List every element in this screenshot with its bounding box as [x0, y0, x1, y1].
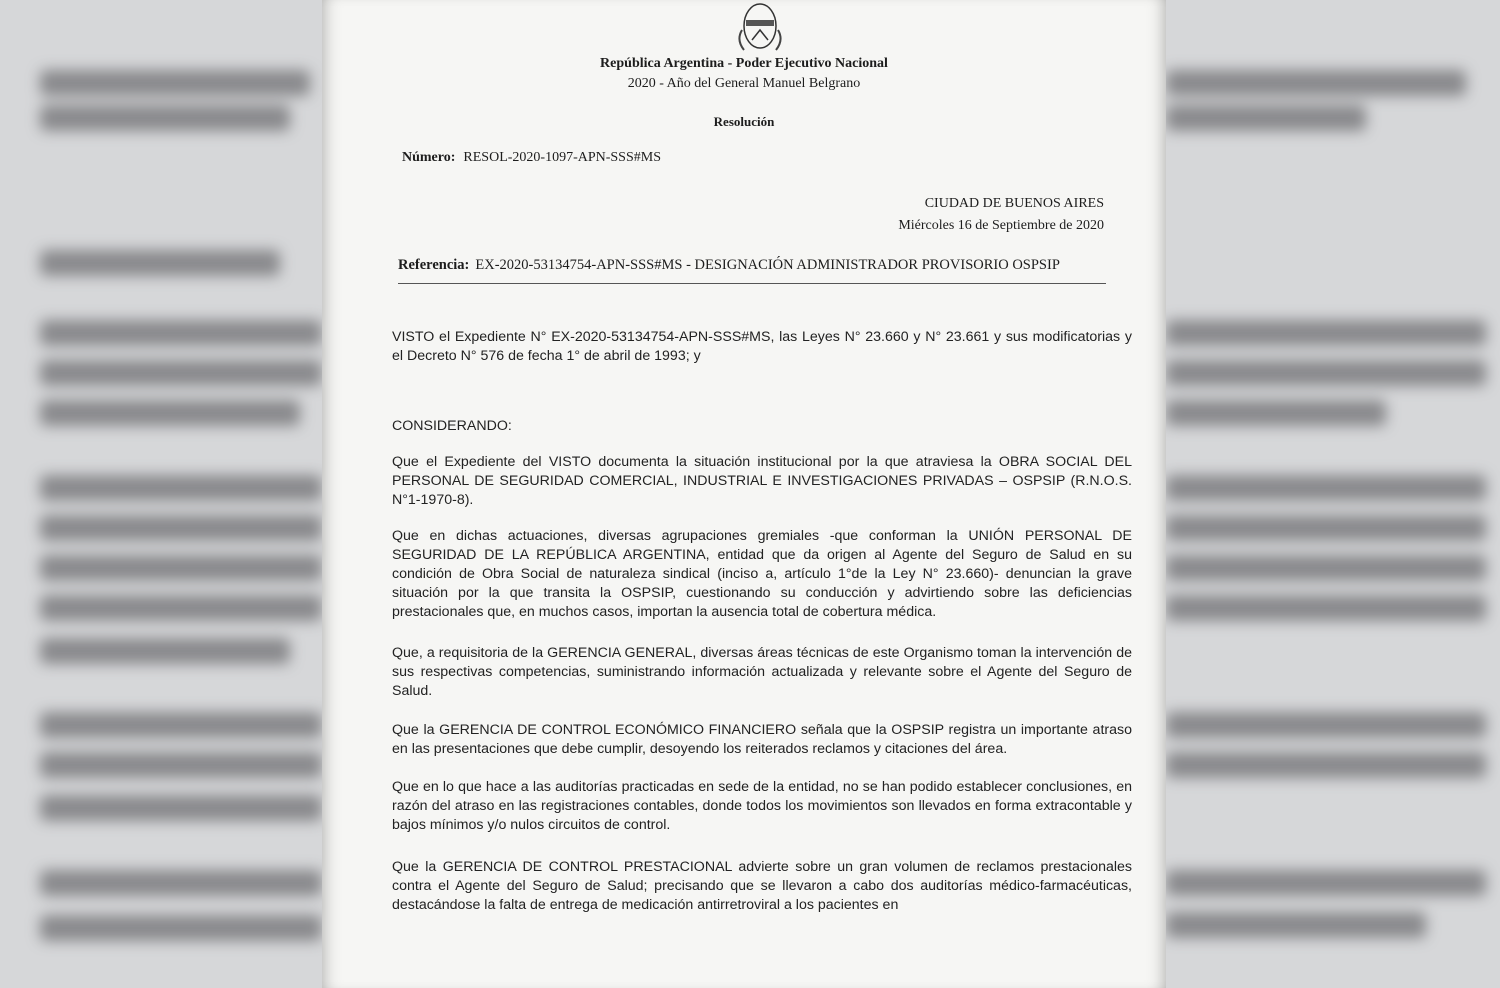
- resolution-number: [402, 150, 661, 166]
- numero-label: Número:: [402, 150, 456, 165]
- divider: [398, 283, 1106, 284]
- paragraph-2: Que en dichas actuaciones, diversas agrupaciones gremiales -que conforman la UNIÓN PERSONAL DE SEGURIDAD DE LA REPÚBLICA ARGENTINA, entidad que da origen al Agente del Seguro de Salud en su condición de Obra Social de naturaleza sindical (inciso a, artículo 1°de la Ley N° 23.660)- denuncian la grave situación por la que transita la OSPSIP, cuestionando su conducción y advirtiendo sobre las deficiencias prestacionales que, en muchos casos, importan la ausencia total de cobertura médica.: [392, 528, 1132, 620]
- paragraph-4: Que la GERENCIA DE CONTROL ECONÓMICO FINANCIERO señala que la OSPSIP registra un importante atraso en las presentaciones que debe cumplir, desoyendo los reiterados reclamos y citaciones del área.: [392, 722, 1132, 757]
- reference: [398, 257, 1060, 274]
- heading-considerando: CONSIDERANDO:: [392, 418, 512, 434]
- numero-value: RESOL-2020-1097-APN-SSS#MS: [463, 150, 661, 165]
- city: CIUDAD DE BUENOS AIRES: [924, 196, 1104, 211]
- document-type: Resolución: [713, 114, 775, 129]
- document-sheet: [322, 0, 1166, 988]
- header-year: 2020 - Año del General Manuel Belgrano: [627, 76, 861, 91]
- blurred-background-left: [0, 0, 322, 988]
- date: Miércoles 16 de Septiembre de 2020: [898, 218, 1104, 233]
- referencia-value: EX-2020-53134754-APN-SSS#MS - DESIGNACIÓN ADMINISTRADOR PROVISORIO OSPSIP: [475, 257, 1060, 273]
- paragraph-6: Que la GERENCIA DE CONTROL PRESTACIONAL advierte sobre un gran volumen de reclamos prestacionales contra el Agente del Seguro de Salud; precisando que se llevaron a cabo dos auditorías médico-farmacéuticas, destacándose la falta de entrega de medicación antirretroviral a los pacientes en: [392, 859, 1132, 913]
- paragraph-1: Que el Expediente del VISTO documenta la situación institucional por la que atraviesa la OBRA SOCIAL DEL PERSONAL DE SEGURIDAD COMERCIAL, INDUSTRIAL E INVESTIGACIONES PRIVADAS – OSPSIP (R.N.O.S. N°1-1970-8).: [392, 454, 1132, 508]
- paragraph-5: Que en lo que hace a las auditorías practicadas en sede de la entidad, no se han podido establecer conclusiones, en razón del atraso en las registraciones contables, donde todos los movimientos son llevados en forma extracontable y bajos mínimos y/o nulos circuitos de control.: [392, 779, 1132, 833]
- paragraph-3: Que, a requisitoria de la GERENCIA GENERAL, diversas áreas técnicas de este Organismo toman la intervención de sus respectivas competencias, suministrando información actualizada y relevante sobre el Agente del Seguro de Salud.: [392, 645, 1132, 699]
- blurred-background-right: [1166, 0, 1500, 988]
- referencia-label: Referencia:: [398, 257, 470, 273]
- header-republic: República Argentina - Poder Ejecutivo Nacional: [600, 56, 888, 71]
- coat-of-arms-icon: [732, 0, 788, 52]
- paragraph-visto: VISTO el Expediente N° EX-2020-53134754-APN-SSS#MS, las Leyes N° 23.660 y N° 23.661 y sus modificatorias y el Decreto N° 576 de fecha 1° de abril de 1993; y: [392, 329, 1132, 364]
